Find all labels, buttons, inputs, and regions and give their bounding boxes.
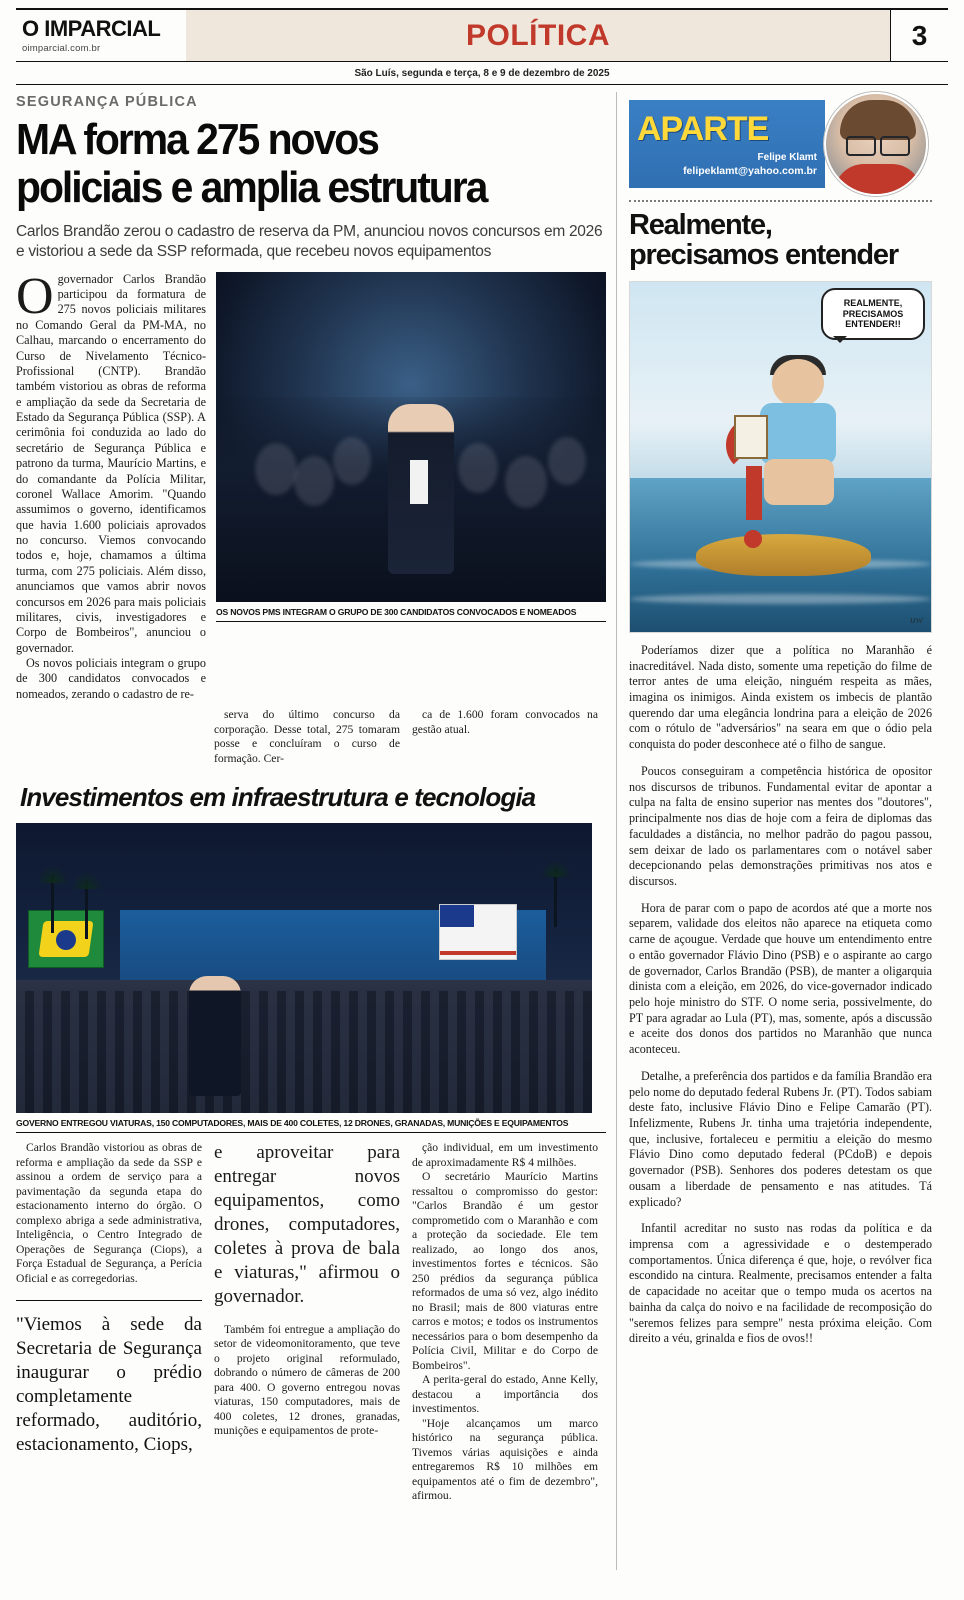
avatar-hair — [840, 100, 916, 140]
page-number: 3 — [911, 19, 928, 51]
crowd-figure — [505, 456, 547, 508]
dateline: São Luís, segunda e terça, 8 e 9 de dezembro de 2025 — [16, 62, 948, 85]
headline-line-1: MA forma 275 novos — [16, 115, 378, 164]
column-brand-band — [629, 100, 825, 188]
newspaper-url: oimparcial.com.br — [22, 42, 101, 54]
column-headline-line-2: precisamos entender — [629, 239, 898, 272]
section-title: POLÍTICA — [466, 18, 610, 52]
article-subheadline: Carlos Brandão zerou o cadastro de reserva da PM, anunciou novos concursos em 2026 e vistoriou a sede da SSP reformada, que recebeu novos equipamentos — [16, 223, 603, 260]
body-col-1 — [16, 1141, 202, 1503]
lead-paragraph-2: Os novos policiais integram o grupo de 300 candidatos convocados e nomeados, zerando o cadastro de re- — [16, 656, 206, 701]
lead-paragraphs — [16, 267, 206, 703]
lead-and-photo — [16, 267, 606, 703]
photo-graduation-ceremony — [216, 272, 606, 602]
cartoon-character — [738, 359, 858, 509]
column-paragraph: Poucos conseguiram a competência histórica de opositor nos discursos de tribunos. Fundamental evitar de apontar a culpa na falta de ensino superior nas mentes dos "doutores", principalmente nos dias de hoje com a feira de diplomas das faculdades a distância, no melhor padrão do pagou passou, sem deixar de lado os parlamentares com o notável saber decepcionando pelas demonstrações primitivas nos atos e discursos. — [629, 763, 932, 888]
lead-text-column — [16, 267, 206, 703]
maranhao-flag — [439, 904, 517, 960]
editorial-cartoon — [629, 281, 932, 633]
columnist-email[interactable]: felipeklamt@yahoo.com.br — [683, 164, 817, 177]
article-headline — [16, 115, 565, 212]
crowd-figure — [255, 443, 297, 495]
columnist-avatar — [824, 92, 928, 196]
governor-shirt — [410, 460, 428, 504]
continuation-col-1 — [16, 708, 202, 766]
article-kicker: SEGURANÇA PÚBLICA — [16, 94, 198, 110]
masthead-brand — [16, 10, 186, 61]
body-col3-p4: "Hoje alcançamos um marco histórico na segurança pública. Tivemos várias aquisições e ainda entregaremos R$ 10 milhões em equipamentos até o fim de dezembro", afirmou. — [412, 1416, 598, 1503]
body-col1-p1: Carlos Brandão vistoriou as obras de reforma e ampliação da sede da SSP e assinou a ordem de serviço para a pavimentação da segunda etapa do estacionamento interno do órgão. O complexo abriga a sede administrativa, Inteligência, o Centro Integrado de Operações de Segurança (Ciops), a Força Estadual de Segurança, a Perícia Oficial e as corregedorias. — [16, 1141, 202, 1285]
page-number-box — [890, 10, 948, 61]
photo-caption-1: OS NOVOS PMS INTEGRAM O GRUPO DE 300 CANDIDATOS CONVOCADOS E NOMEADOS — [216, 602, 606, 622]
masthead — [16, 8, 948, 62]
speech-bubble: REALMENTE, PRECISAMOS ENTENDER!! — [821, 288, 925, 340]
cartoon-character-legs — [764, 459, 834, 505]
photo2-foreground-figure — [189, 976, 241, 1096]
secondary-headline: Investimentos em infraestrutura e tecnologia — [20, 782, 536, 813]
body-col2-p2: Também foi entregue a ampliação do setor de videomonitoramento, que teve o projeto original reformulado, dobrando o número de câmeras de 200 para 400. O governo entregou novas viaturas, 150 computadores, mais de 400 coletes, 12 drones, granadas, munições e equipamentos de prote- — [214, 1322, 400, 1438]
body-col-3 — [412, 1141, 598, 1503]
lead-body: governador Carlos Brandão participou da formatura de 275 novos policiais militares no Comando Geral da PM-MA, no Calhau, marcando o encerramento do Curso de Nivelamento Técnico-Profissional (CNTP). Brandão também vistoriou as obras de reforma e ampliação da sede da Secretaria de Estado da Segurança Pública (SSP). A cerimônia foi conduzida ao lado do secretário de Segurança Pública e patrono da turma, Maurício Martins, e do comandante da Polícia Militar, coronel Wallace Amorim. "Quando assumimos o governo, identificamos que havia 1.600 policiais aprovados no concurso. Viemos convocando todos e, hoje, chamamos a última turma, com 275 policiais. Além disso, anunciamos que vamos abrir novos concursos em 2026 para mais policiais militares, civis, investigadores e Corpo de Bombeiros", anunciou o governador. — [16, 271, 206, 655]
palm-tree — [51, 875, 54, 933]
question-mark-dot — [744, 530, 762, 548]
glasses-icon — [846, 136, 910, 152]
book-icon — [734, 415, 768, 459]
column-paragraph: Infantil acreditar no susto nas rodas da política e da imprensa com a agressividade e o destemperado comportamentos. Única diferença é que, hoje, o revólver fica escondido na cintura. Realmente, precisamos entender a falta de capacidade no aceitar que o tempo muda os acertos na bainha da calça do noivo e na facilidade de recomposição do "seremos felizes para sempre" nesta próxima eleição. Com direito a véu, grinalda e fios de ovos!! — [629, 1221, 932, 1346]
brazil-flag — [28, 910, 104, 968]
body-col3-p3: A perita-geral do estado, Anne Kelly, destacou a importância dos investimentos. — [412, 1373, 598, 1416]
cartoonist-signature: uw — [910, 613, 923, 626]
body-col3-p2: O secretário Maurício Martins ressaltou o compromisso do gestor: "Carlos Brandão é um gestor comprometido com o Maranhão e com a proteção da sociedade. Ele tem realizado, ao longo dos anos, investimentos fortes e técnicos. São 250 prédios da segurança pública reformados de uma só vez, algo inédito no Brasil; mais de 800 viaturas entre carros e motos; e todos os instrumentos necessários para o bom desempenho da Polícia Civil, Militar e do Corpo de Bombeiros". — [412, 1170, 598, 1372]
pull-quote-continuation: e aproveitar para entregar novos equipamentos, como drones, computadores, coletes à prova de bala e viaturas," afirmou o governador. — [214, 1142, 400, 1308]
column-headline-line-1: Realmente, — [629, 209, 772, 241]
cartoon-wave — [630, 594, 931, 604]
columnist-name: Felipe Klamt — [757, 151, 817, 163]
continuation-columns — [16, 708, 606, 766]
page-grid — [16, 92, 948, 1570]
body-col-2 — [214, 1141, 400, 1503]
column-headline — [629, 210, 932, 271]
drop-cap: O — [16, 267, 54, 325]
crowd-figure — [458, 443, 498, 493]
section-banner — [186, 10, 890, 61]
palm-tree — [554, 869, 557, 927]
headline-line-2: policiais e amplia estrutura — [16, 163, 487, 212]
continuation-text-2: serva do último concurso da corporação. Desse total, 275 tomaram posse e concluíram o curso de formação. Cer- — [214, 708, 400, 765]
main-article-column — [16, 92, 616, 1570]
divider-dotted — [629, 200, 932, 202]
cartoon-character-head — [772, 359, 824, 407]
column-header — [629, 92, 932, 196]
palm-tree — [85, 881, 88, 939]
crowd-figure — [548, 437, 586, 485]
pull-quote: "Viemos à sede da Secretaria de Segurança inaugurar o prédio completamente reformado, auditório, estacionamento, Ciops, — [16, 1300, 202, 1457]
avatar-body — [834, 164, 922, 194]
photo-police-formation — [16, 823, 592, 1113]
column-paragraph: Detalhe, a preferência dos partidos e da família Brandão era pelo nome do deputado federal Rubens Jr. (PT). Todos sabiam deste fato, inclusive Flávio Dino e Felipe Camarão (PT). Infelizmente, Rubens Jr. tinha uma trajetória independente, que, inclusive, fortaleceu e permitiu a eleição do mesmo Flávio Dino como deputado federal (PCdoB) e depois governador (PSB). Senhores dos poderes detestam os que ousam a liberdade de pensamento e nas atitudes. Tá explicado? — [629, 1068, 932, 1209]
crowd-figure — [333, 437, 371, 485]
cartoon-character-torso — [760, 403, 836, 465]
column-paragraph: Hora de parar com o papo de acordos até que a morte nos separem, validade dos eleitos não aparece na etiqueta como carne de açougue. Verdade que houve um entendimento entre o então governador Flávio Dino (PSB) e o aspirante ao cargo de governador, Carlos Brandão (PSB), de manter a oligarquia dinista com a eleição, em 2026, do vice-governador indicado pelo hoje ministro do STF. O nome seria, possivelmente, do PT para agradar ao Lula (PT), mas, somente, após a discussão e aceite dos donos dos partidos no Maranhão que nunca aconteceu. — [629, 900, 932, 1057]
column-paragraph: Poderíamos dizer que a política no Maranhão é inacreditável. Nada disto, somente uma repetição do filme de terror antes de uma eleição, ninguém respeita as mães, imagina os inimigos. Ainda existem os imbecis de plantão querendo dar uma elegância londrina para a eleição de 2026 com o rótulo de "adversários" na seara em que o ódio pela conquista do poder desconhece até o filho de sangue. — [629, 642, 932, 752]
photo-caption-2: GOVERNO ENTREGOU VIATURAS, 150 COMPUTADORES, MAIS DE 400 COLETES, 12 DRONES, GRANADAS, MUNIÇÕES E EQUIPAMENTOS — [16, 1113, 606, 1133]
continuation-text-3: ca de 1.600 foram convocados na gestão atual. — [412, 708, 598, 736]
body-col3-p1: ção individual, em um investimento de aproximadamente R$ 4 milhões. — [412, 1141, 598, 1169]
column-body — [629, 643, 932, 1347]
photo-column — [216, 272, 606, 703]
continuation-col-3 — [412, 708, 598, 766]
lead-paragraph — [16, 267, 206, 656]
column-brand-title: APARTE — [637, 109, 769, 148]
photo2-troop-rows — [16, 991, 592, 1113]
newspaper-logo: O IMPARCIAL — [22, 15, 161, 41]
continuation-col-2 — [214, 708, 400, 766]
opinion-column — [616, 92, 932, 1570]
body-three-columns — [16, 1141, 606, 1503]
